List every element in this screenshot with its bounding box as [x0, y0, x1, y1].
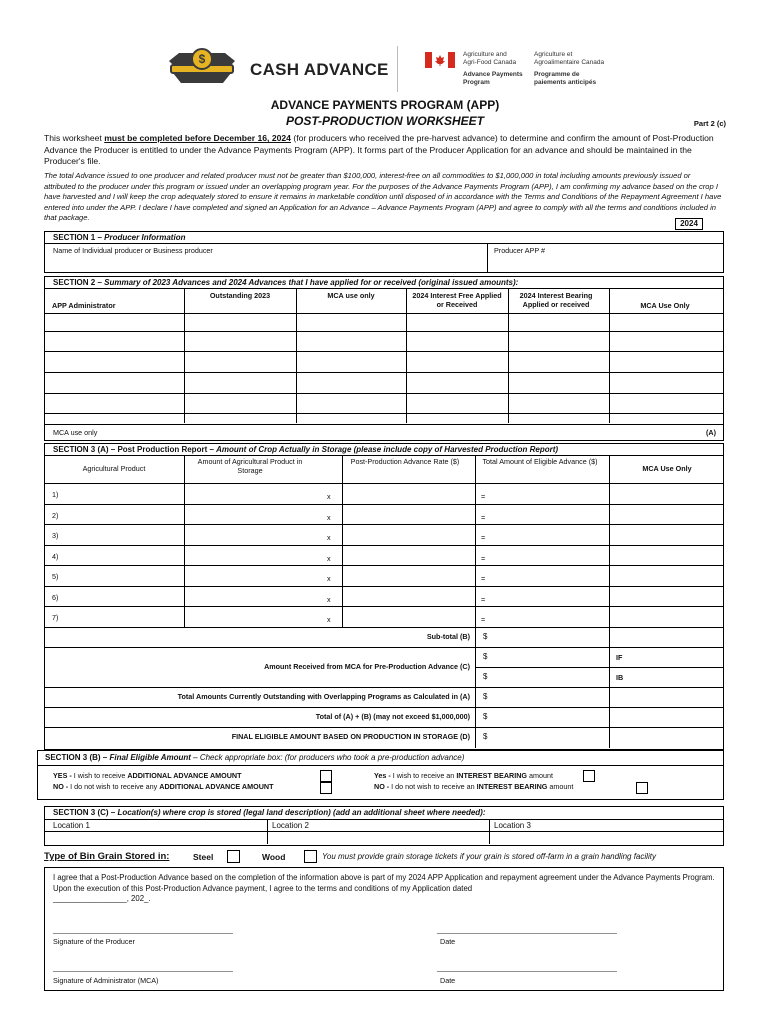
- section3b-heading-italic: Final Eligible Amount: [109, 753, 191, 762]
- section2-cell[interactable]: [407, 314, 507, 331]
- producer-app-label: Producer APP #: [494, 246, 546, 255]
- yes-right-end: amount: [527, 771, 553, 780]
- section2-cell[interactable]: [185, 373, 295, 393]
- no-right-pre: NO -: [374, 782, 392, 791]
- section3a-summary-line: [44, 727, 724, 728]
- no-right-end: amount: [547, 782, 574, 791]
- col-mca-use: MCA use only: [327, 291, 375, 300]
- equals-symbol: =: [481, 615, 486, 624]
- section3a-col-line: [609, 455, 610, 627]
- section3a-col-line: [184, 455, 185, 627]
- section2-cell[interactable]: [509, 394, 608, 413]
- dollar-sign: $: [483, 711, 488, 721]
- dollar-sign: $: [483, 732, 488, 742]
- program-en-line1: Advance Payments: [463, 71, 523, 78]
- times-symbol: x: [327, 574, 331, 583]
- section3c-heading-text: SECTION 3 (C) –: [53, 808, 118, 817]
- received-if-field[interactable]: [494, 649, 604, 665]
- page-subtitle: POST-PRODUCTION WORKSHEET: [285, 114, 484, 128]
- section2-cell[interactable]: [45, 332, 183, 351]
- producer-name-field[interactable]: [50, 256, 480, 270]
- yes-right-bold: INTEREST BEARING: [456, 771, 527, 780]
- col-total-eligible: Total Amount of Eligible Advance ($): [482, 457, 598, 466]
- section2-cell[interactable]: [407, 394, 507, 413]
- producer-signature-line[interactable]: _____________________________________________: [53, 925, 233, 934]
- section3a-heading: [53, 445, 558, 454]
- product-row-number: 6): [52, 592, 59, 602]
- advance-rate-field[interactable]: [344, 485, 472, 502]
- section2-cell[interactable]: [407, 332, 507, 351]
- final-eligible-amount-label: FINAL ELIGIBLE AMOUNT BASED ON PRODUCTION IN STORAGE (D): [231, 732, 470, 742]
- product-row-number: 2): [52, 510, 59, 520]
- dollar-sign: $: [483, 631, 488, 641]
- total-eligible-field[interactable]: [488, 485, 606, 502]
- section2-cell[interactable]: [509, 332, 608, 351]
- section1-col-divider: [487, 243, 488, 272]
- admin-signature-line[interactable]: _____________________________________________: [53, 963, 233, 972]
- amount-in-storage-field[interactable]: [186, 526, 338, 543]
- section2-cell[interactable]: [610, 414, 721, 424]
- yes-left-bold: ADDITIONAL ADVANCE AMOUNT: [127, 771, 242, 780]
- yes-interest-bearing-label: [374, 771, 553, 780]
- dollar-sign: $: [483, 671, 488, 681]
- gov-name-en: [463, 51, 516, 67]
- program-name-fr: [534, 71, 596, 87]
- equals-symbol: =: [481, 512, 486, 522]
- total-eligible-field[interactable]: [488, 547, 606, 564]
- section3a-header-rule: [44, 483, 724, 484]
- legal-year-box: 2024: [675, 218, 703, 230]
- cash-advance-logo-icon: [165, 47, 239, 87]
- storage-ticket-note: You must provide grain storage tickets if your grain is stored off-farm in a grain handling facility: [322, 852, 656, 861]
- equals-symbol: =: [481, 492, 486, 501]
- total-outstanding-field[interactable]: [494, 689, 604, 705]
- producer-app-field[interactable]: [494, 256, 718, 270]
- section3a-summary-line: [44, 707, 724, 708]
- gov-fr-line2: Agroalimentaire Canada: [534, 59, 605, 66]
- gov-en-line2: Agri-Food Canada: [463, 59, 517, 66]
- col-outstanding-2023: Outstanding 2023: [209, 291, 271, 300]
- gov-name-fr: [534, 51, 604, 67]
- section2-cell[interactable]: [610, 314, 721, 331]
- equals-symbol: =: [481, 553, 486, 563]
- total-outstanding-label: Total Amounts Currently Outstanding with Overlapping Programs as Calculated in (A): [177, 691, 470, 701]
- program-name-en: [463, 71, 523, 87]
- section2-cell[interactable]: [509, 414, 608, 424]
- location3-field[interactable]: [493, 833, 719, 843]
- agreement-date-line[interactable]: _________________, 202_.: [53, 894, 151, 903]
- section2-heading-italic: Summary of 2023 Advances and 2024 Advances that I have applied for or received (original issued amounts):: [104, 278, 519, 287]
- section3c-col-divider2: [489, 819, 490, 844]
- page-title: ADVANCE PAYMENTS PROGRAM (APP): [270, 98, 500, 112]
- no-right-bold: INTEREST BEARING: [476, 782, 548, 791]
- section1-heading-italic: Producer Information: [104, 233, 186, 242]
- location1-label: Location 1: [53, 821, 90, 830]
- no-interest-bearing-checkbox[interactable]: [636, 782, 648, 794]
- intro-pre: This worksheet: [44, 133, 105, 143]
- gov-en-line1: Agriculture and: [463, 51, 507, 58]
- col-interest-free: 2024 Interest Free Applied or Received: [412, 291, 502, 309]
- total-a-plus-b-field[interactable]: [494, 709, 604, 725]
- no-right-mid: I do not wish to receive an: [391, 782, 477, 791]
- section3b-heading: [45, 753, 464, 762]
- svg-text:$: $: [198, 52, 206, 66]
- section1-heading: [53, 233, 185, 242]
- section3b-rule: [37, 765, 724, 766]
- section3a-col-line: [475, 455, 476, 627]
- section2-cell[interactable]: [297, 373, 405, 393]
- advance-rate-field[interactable]: [344, 608, 472, 625]
- yes-additional-advance-checkbox[interactable]: [320, 770, 332, 782]
- section2-cell[interactable]: [45, 373, 183, 393]
- product-row-number: 7): [52, 613, 59, 622]
- mca-use-only-label: MCA use only: [53, 428, 98, 437]
- admin-signature-label: Signature of Administrator (MCA): [53, 976, 159, 985]
- intro-deadline: must be completed before December 16, 2024: [104, 133, 291, 143]
- section2-cell[interactable]: [45, 414, 183, 424]
- canada-flag-icon: [425, 52, 455, 68]
- part-label: Part 2 (c): [693, 119, 726, 128]
- yes-additional-advance-label: [53, 771, 242, 780]
- admin-date-label: Date: [440, 976, 456, 985]
- section2-cell[interactable]: [509, 314, 608, 331]
- no-interest-bearing-label: [374, 782, 573, 791]
- total-eligible-field[interactable]: [488, 506, 606, 523]
- section2-cell[interactable]: [610, 332, 721, 351]
- section3a-row-line: [44, 504, 724, 505]
- producer-name-label: Name of Individual producer or Business producer: [53, 246, 213, 255]
- section3a-heading-italic: Amount of Crop Actually in Storage (please include copy of Harvested Production Report): [216, 445, 559, 454]
- section2-cell[interactable]: [610, 394, 721, 413]
- amount-in-storage-field[interactable]: [186, 547, 338, 564]
- steel-label: Steel: [193, 852, 214, 862]
- section2-cell[interactable]: [45, 394, 183, 413]
- header-divider: [397, 46, 398, 92]
- total-eligible-field[interactable]: [488, 526, 606, 543]
- producer-signature-label: Signature of the Producer: [53, 937, 135, 946]
- section2-cell[interactable]: [45, 314, 183, 331]
- col-advance-rate: Post-Production Advance Rate ($): [350, 457, 460, 466]
- col-amount-in-storage: Amount of Agricultural Product in Storage: [197, 457, 303, 475]
- product-row-number: 4): [52, 551, 59, 561]
- section2-cell[interactable]: [185, 352, 295, 372]
- producer-date-line[interactable]: _____________________________________________: [437, 925, 617, 934]
- no-left-pre: NO -: [53, 782, 71, 791]
- subtotal-field[interactable]: [494, 629, 604, 645]
- wood-checkbox[interactable]: [304, 850, 317, 863]
- section3c-col-divider1: [267, 819, 268, 844]
- subtotal-label: Sub-total (B): [426, 631, 470, 641]
- product-row-number: 1): [52, 490, 59, 499]
- advance-rate-field[interactable]: [344, 547, 472, 564]
- if-label: IF: [616, 652, 623, 662]
- col-app-admin: APP Administrator: [52, 301, 116, 310]
- section3b-heading-rest: – Check appropriate box: (for producers who took a pre-production advance): [190, 753, 465, 762]
- bin-type-label: Type of Bin Grain Stored in:: [44, 851, 170, 862]
- section2-cell[interactable]: [610, 352, 721, 372]
- wood-label: Wood: [262, 852, 286, 862]
- amount-in-storage-field[interactable]: [186, 567, 338, 584]
- section2-cell[interactable]: [297, 332, 405, 351]
- received-ib-field[interactable]: [494, 669, 604, 685]
- section2-cell[interactable]: [509, 352, 608, 372]
- section3c-rule: [44, 819, 724, 820]
- section3a-row-line: [44, 627, 724, 628]
- section3a-row-line: [44, 524, 724, 525]
- section2-cell[interactable]: [185, 394, 295, 413]
- yes-left-mid: I wish to receive: [73, 771, 128, 780]
- amount-in-storage-field[interactable]: [186, 608, 338, 625]
- section3a-rule: [44, 455, 724, 456]
- section1-heading-text: SECTION 1 –: [53, 233, 105, 242]
- total-eligible-field[interactable]: [488, 567, 606, 584]
- section2-heading: [53, 278, 518, 287]
- times-symbol: x: [327, 492, 331, 501]
- advance-rate-field[interactable]: [344, 526, 472, 543]
- section2-cell[interactable]: [297, 314, 405, 331]
- product-row-number: 3): [52, 531, 59, 540]
- section2-heading-text: SECTION 2 –: [53, 278, 105, 287]
- intro-post: (for producers who received the pre-harvest advance) to determine and confirm the amount of Post-Production Advance the Producer is entitled to under the Advance Payments Program (APP). It forms part of the Producer Application for an advance and should be maintained in the Producer's file.: [44, 133, 714, 166]
- dollar-sign: $: [483, 651, 488, 661]
- section3b-heading-text: SECTION 3 (B) –: [45, 753, 110, 762]
- yes-right-mid: I wish to receive an: [392, 771, 457, 780]
- advance-rate-field[interactable]: [344, 506, 472, 523]
- section2-row-line: [44, 424, 724, 425]
- section2-cell[interactable]: [407, 352, 507, 372]
- times-symbol: x: [327, 512, 331, 522]
- times-symbol: x: [327, 533, 331, 542]
- section2-cell[interactable]: [45, 352, 183, 372]
- yes-right-pre: Yes -: [374, 771, 393, 780]
- times-symbol: x: [327, 553, 331, 563]
- section1-divider: [44, 243, 724, 244]
- section2-cell[interactable]: [509, 373, 608, 393]
- tag-a: (A): [706, 428, 716, 437]
- program-fr-line2: paiements anticipés: [534, 79, 597, 86]
- amount-in-storage-field[interactable]: [186, 506, 338, 523]
- product-row-number: 5): [52, 572, 59, 581]
- section2-cell[interactable]: [407, 414, 507, 424]
- section3a-row-line: [44, 606, 724, 607]
- legal-paragraph: The total Advance issued to one producer and related producer must not be greater than $100,000, interest-free on all commodities to $1,000,000 in total including amounts previously issued or attributed to the producer under this program or issued under an overlapping program year. For the purposes of the Advance Payments Program (APP), I am confirming my advance based on the crop I have harvested and I will keep the crop adequately stored to ensure it remains in marketable condition until disposed of in accordance with the Terms and Conditions of the Repayment Agreement I have entered into under the APP. I declare I have completed and signed an Application for an Advance – Advance Payments Program (APP) and agree to comply with all the terms and conditions included in that package.: [44, 171, 722, 223]
- section2-cell[interactable]: [610, 373, 721, 393]
- final-eligible-amount-field[interactable]: [494, 729, 604, 747]
- location2-field[interactable]: [271, 833, 485, 843]
- steel-checkbox[interactable]: [227, 850, 240, 863]
- equals-symbol: =: [481, 533, 486, 542]
- col-mca-use-only-3a: MCA Use Only: [642, 464, 692, 473]
- location2-label: Location 2: [272, 821, 309, 830]
- section2-rule: [44, 288, 724, 289]
- total-eligible-field[interactable]: [488, 588, 606, 605]
- no-left-bold: ADDITIONAL ADVANCE AMOUNT: [159, 782, 274, 791]
- gov-fr-line1: Agriculture et: [534, 51, 573, 58]
- pre-production-received-label: Amount Received from MCA for Pre-Production Advance (C): [264, 661, 470, 671]
- ib-label: IB: [616, 672, 624, 682]
- amount-in-storage-field[interactable]: [186, 485, 338, 502]
- program-en-line2: Program: [463, 79, 490, 86]
- section2-cell[interactable]: [297, 414, 405, 424]
- program-fr-line1: Programme de: [534, 71, 580, 78]
- section3c-heading: [53, 808, 486, 817]
- section3c-rule2: [44, 831, 724, 832]
- section2-cell[interactable]: [407, 373, 507, 393]
- advance-rate-field[interactable]: [344, 588, 472, 605]
- admin-date-line[interactable]: _____________________________________________: [437, 963, 617, 972]
- dollar-sign: $: [483, 691, 488, 701]
- location3-label: Location 3: [494, 821, 531, 830]
- section2-cell[interactable]: [297, 352, 405, 372]
- col-agricultural-product: Agricultural Product: [82, 464, 146, 473]
- no-additional-advance-label: [53, 782, 273, 791]
- equals-symbol: =: [481, 594, 486, 604]
- section3a-heading-text: SECTION 3 (A) – Post Production Report –: [53, 445, 217, 454]
- intro-paragraph: [44, 133, 728, 168]
- section3a-col-line: [342, 455, 343, 627]
- section3a-summary-line: [44, 647, 724, 648]
- section3a-summary-line: [44, 687, 724, 688]
- times-symbol: x: [327, 615, 331, 624]
- advance-rate-field[interactable]: [344, 567, 472, 584]
- logo-text: CASH ADVANCE: [250, 60, 389, 79]
- section3a-row-line: [44, 586, 724, 587]
- total-eligible-field[interactable]: [488, 608, 606, 625]
- times-symbol: x: [327, 594, 331, 604]
- yes-left-pre: YES -: [53, 771, 74, 780]
- amount-in-storage-field[interactable]: [186, 588, 338, 605]
- col-mca-use-only: MCA Use Only: [640, 301, 690, 310]
- section3c-heading-italic: Location(s) where crop is stored (legal land description) (add an additional sheet where needed):: [117, 808, 486, 817]
- received-split-line: [475, 667, 724, 668]
- section2-cell[interactable]: [185, 314, 295, 331]
- equals-symbol: =: [481, 574, 486, 583]
- section2-cell[interactable]: [185, 332, 295, 351]
- section2-cell[interactable]: [297, 394, 405, 413]
- no-additional-advance-checkbox[interactable]: [320, 782, 332, 794]
- location1-field[interactable]: [48, 833, 263, 843]
- total-a-plus-b-label: Total of (A) + (B) (may not exceed $1,000,000): [315, 711, 470, 721]
- section2-cell[interactable]: [185, 414, 295, 424]
- col-interest-bearing: 2024 Interest Bearing Applied or received: [519, 291, 593, 309]
- no-left-mid: I do not wish to receive any: [70, 782, 160, 791]
- section3a-row-line: [44, 545, 724, 546]
- yes-interest-bearing-checkbox[interactable]: [583, 770, 595, 782]
- agreement-text: I agree that a Post-Production Advance based on the completion of the information above is part of my 2024 APP Application and repayment agreement under the Advance Payments Program. Upon the execution of this Post-Production Advance payment, I agree to the terms and conditions of my Application dated: [53, 873, 715, 893]
- section3a-row-line: [44, 565, 724, 566]
- producer-date-label: Date: [440, 937, 456, 946]
